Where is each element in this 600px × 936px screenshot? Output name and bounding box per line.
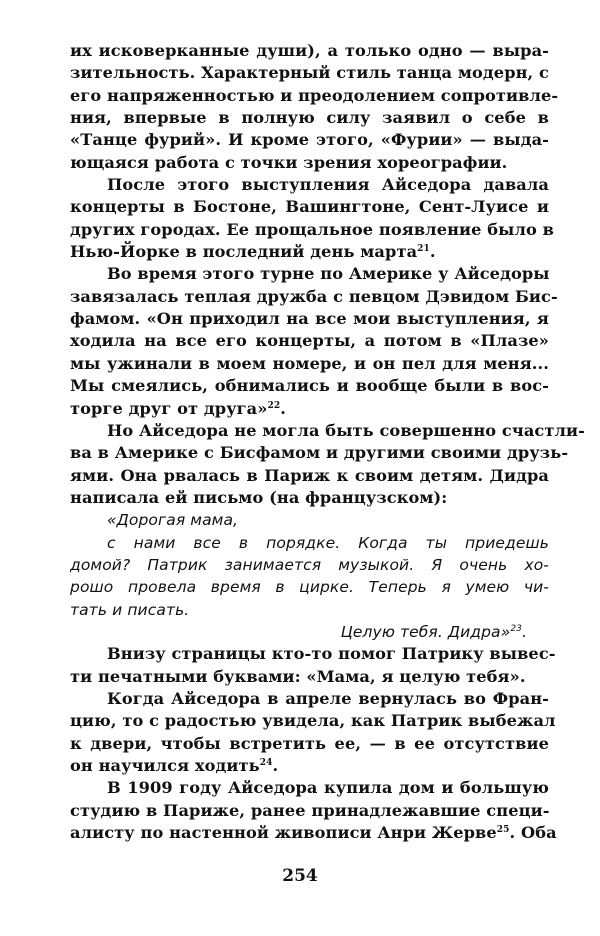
paragraph	[70, 509, 549, 531]
line-text: ния, впервые в полную силу заявил о себе в	[70, 108, 549, 128]
text-line	[70, 196, 549, 218]
text-line	[70, 666, 549, 688]
text-line	[70, 308, 549, 330]
text-line	[70, 621, 549, 643]
text-line	[70, 62, 549, 84]
text-line	[70, 129, 549, 151]
paragraph	[70, 420, 585, 509]
footnote-ref: 23	[510, 623, 522, 634]
line-text: ти печатными буквами: «Мама, я целую тебя».	[70, 666, 526, 686]
line-text: написала ей письмо (на французском):	[70, 487, 448, 507]
line-text: торге друг от друга»	[70, 398, 268, 418]
text-line	[70, 710, 556, 732]
line-text: «Танце фурий». И кроме этого, «Фурии» — выда-	[70, 130, 549, 150]
line-text: Когда Айседора в апреле вернулась во Фран-	[107, 688, 549, 708]
line-text: «Дорогая мама,	[107, 511, 239, 530]
line-text: Мы смеялись, обнимались и вообще были в вос-	[70, 376, 549, 396]
text-line	[70, 688, 549, 710]
line-text: завязалась теплая дружба с певцом Дэвидом Бис-	[70, 286, 558, 306]
line-text: Нью-Йорке в последний день марта	[70, 242, 418, 262]
line-text: Во время этого турне по Америке у Айседоры	[107, 264, 550, 284]
paragraph	[70, 621, 549, 643]
text-line	[70, 241, 549, 263]
paragraph	[70, 777, 557, 844]
text-line	[70, 85, 559, 107]
footnote-ref: 25	[496, 825, 510, 836]
text-line	[70, 375, 549, 397]
paragraph	[70, 263, 558, 419]
text-line	[70, 487, 549, 509]
footnote-ref: 24	[259, 758, 273, 768]
line-text-after: .	[272, 756, 279, 775]
text-line	[70, 532, 549, 554]
line-text: В 1909 году Айседора купила дом и большую	[107, 778, 549, 798]
line-text: фамом. «Он приходил на все мои выступления, я	[70, 309, 549, 329]
line-text: его напряженностью и преодолением сопротивле-	[70, 85, 559, 105]
text-line	[70, 398, 549, 420]
line-text-after: . Оба	[509, 823, 557, 843]
line-text: мы ужинали в моем номере, и он пел для меня...	[70, 353, 549, 373]
line-text: ходила на все его концерты, а потом в «Плазе»	[70, 331, 549, 351]
line-text: их исковерканные души), а только одно — выра-	[70, 41, 549, 60]
text-line	[70, 420, 585, 442]
line-text-after: .	[280, 398, 286, 418]
text-line	[70, 286, 558, 308]
text-line	[70, 40, 549, 62]
text-line	[70, 822, 557, 844]
text-line	[70, 465, 549, 487]
line-text: концерты в Бостоне, Вашингтоне, Сент-Луисе и	[70, 197, 549, 217]
line-text: рошо провела время в цирке. Теперь я умею чи-	[70, 578, 549, 597]
line-text: ющаяся работа с точки зрения хореографии.	[70, 152, 508, 172]
line-text: Целую тебя. Дидра»	[340, 622, 511, 641]
text-line	[70, 219, 555, 241]
line-text: Но Айседора не могла быть совершенно счастли-	[107, 420, 585, 440]
line-text: ва в Америке с Бисфамом и другими своими друзь-	[70, 443, 569, 463]
paragraph	[70, 643, 556, 688]
line-text: ями. Она рвалась в Париж к своим детям. Дидра	[70, 465, 549, 485]
line-text: с нами все в порядке. Когда ты приедешь	[107, 533, 549, 552]
text-line	[70, 800, 549, 822]
paragraph	[70, 174, 555, 263]
text-line	[70, 643, 556, 665]
footnote-ref: 22	[267, 400, 281, 411]
text-line	[70, 442, 569, 464]
line-text: Внизу страницы кто-то помог Патрику вывес-	[107, 644, 556, 664]
line-text-after: .	[429, 242, 436, 262]
line-text: других городах. Ее прощальное появление было в	[70, 219, 555, 239]
text-line	[70, 576, 549, 598]
line-text: к двери, чтобы встретить ее, — в ее отсутствие	[70, 733, 549, 753]
text-line	[70, 107, 549, 129]
line-text: студию в Париже, ранее принадлежавшие специ-	[70, 800, 550, 820]
text-line	[70, 353, 549, 375]
page-body-text	[70, 40, 585, 844]
line-text: зительность. Характерный стиль танца модерн, с	[70, 63, 549, 83]
text-line	[70, 777, 549, 799]
line-text: После этого выступления Айседора давала	[107, 175, 549, 195]
text-line	[70, 263, 549, 285]
text-line	[70, 755, 549, 777]
text-line	[70, 509, 549, 531]
line-text-after: .	[521, 622, 527, 641]
page-number: 254	[282, 866, 318, 886]
paragraph	[70, 40, 559, 174]
text-line	[70, 554, 549, 576]
paragraph	[70, 688, 556, 777]
text-line	[70, 174, 549, 196]
text-line	[70, 152, 549, 174]
paragraph	[70, 532, 549, 621]
line-text: тать и писать.	[70, 600, 190, 619]
line-text: цию, то с радостью увидела, как Патрик выбежал	[70, 711, 556, 731]
text-line	[70, 330, 549, 352]
text-line	[70, 599, 549, 621]
text-line	[70, 733, 549, 755]
line-text: он научился ходить	[70, 756, 260, 775]
line-text: домой? Патрик занимается музыкой. Я очень хо-	[70, 555, 549, 574]
footnote-ref: 21	[417, 244, 430, 255]
line-text: алисту по настенной живописи Анри Жерве	[70, 823, 497, 843]
